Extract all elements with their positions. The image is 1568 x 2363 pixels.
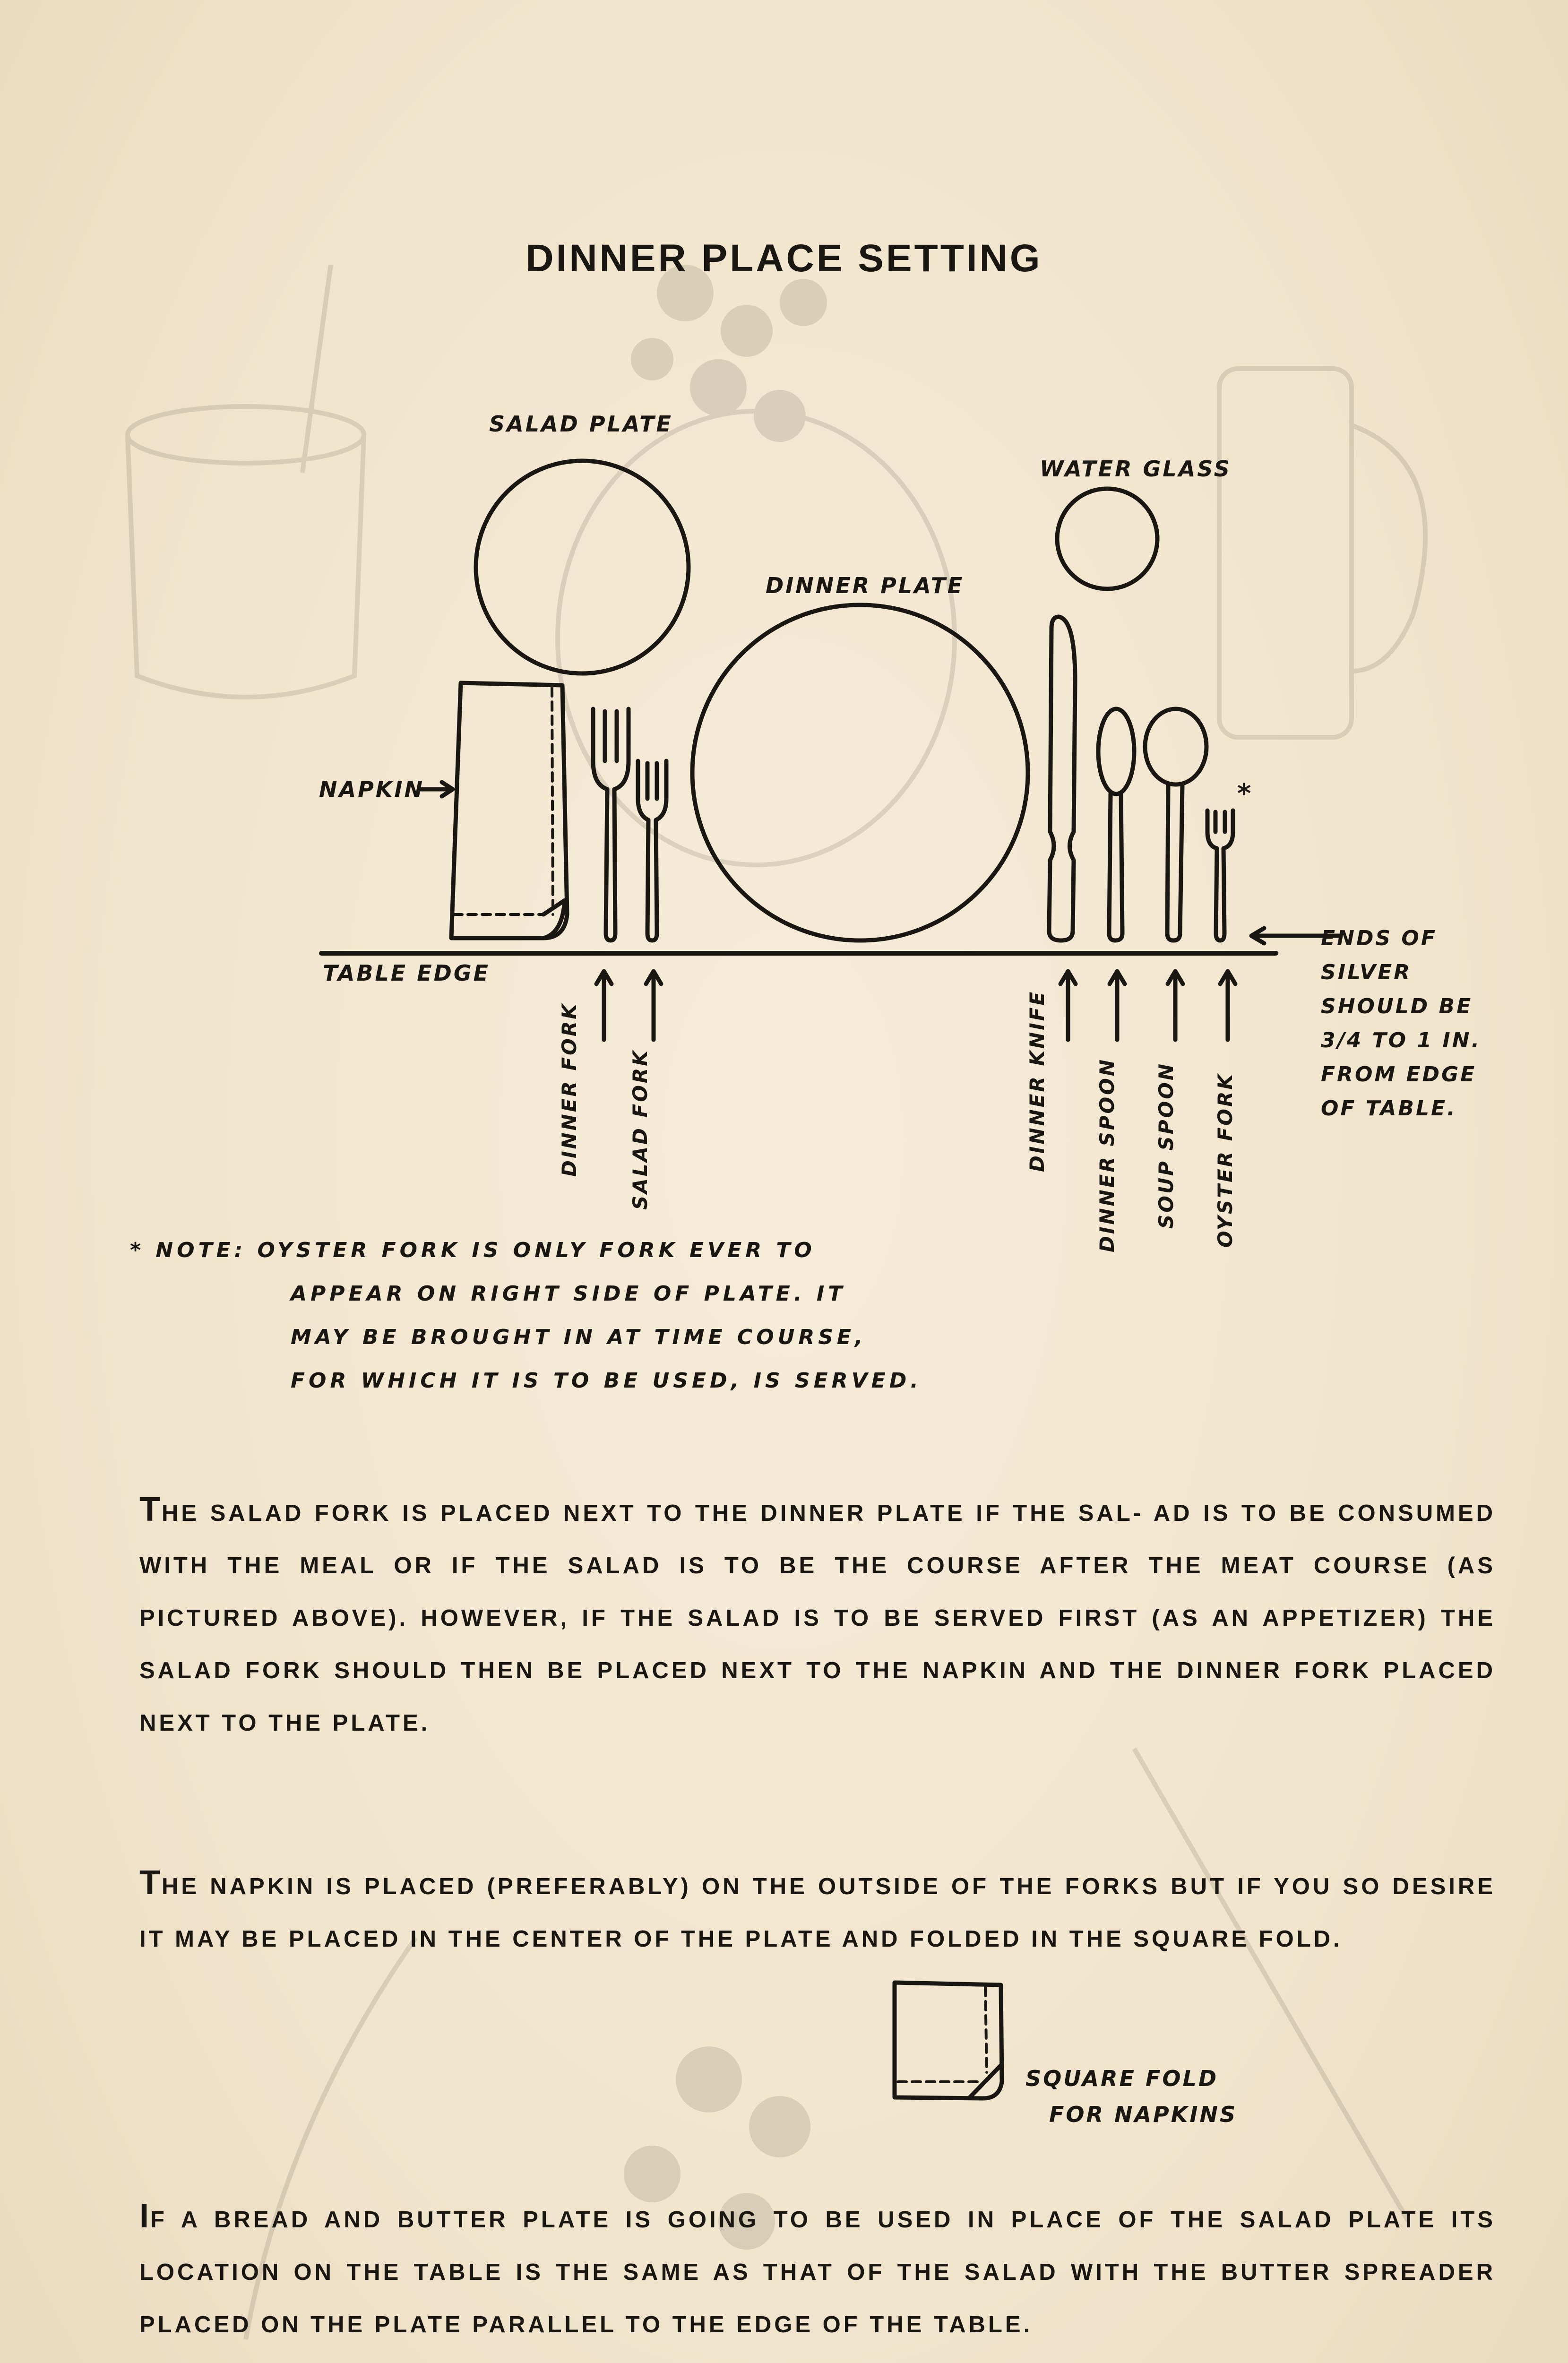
salad-plate-label: SALAD PLATE bbox=[489, 411, 673, 437]
napkin-paragraph: THE NAPKIN IS PLACED (PREFERABLY) ON THE OUTSIDE OF THE FORKS BUT IF YOU SO DESIRE IT MAY BE PLACED IN THE CENTER OF THE PLATE AND FOLDED IN THE SQUARE FOLD. bbox=[139, 1864, 1496, 1952]
silver-distance-note: ENDS OF SILVER SHOULD BE 3/4 TO 1 IN. FROM EDGE OF TABLE. bbox=[1321, 926, 1482, 1121]
water-glass-label: WATER GLASS bbox=[1040, 456, 1232, 482]
square-fold-caption: SQUARE FOLD FOR NAPKINS bbox=[1025, 2066, 1238, 2127]
table-edge-label: TABLE EDGE bbox=[323, 960, 491, 986]
oyster-fork-label: OYSTER FORK bbox=[1214, 1072, 1237, 1248]
dinner-fork-label: DINNER FORK bbox=[558, 1002, 581, 1177]
salad-fork-label: SALAD FORK bbox=[629, 1049, 652, 1210]
dinner-spoon-label: DINNER SPOON bbox=[1095, 1057, 1119, 1252]
oyster-fork-note: * NOTE: OYSTER FORK IS ONLY FORK EVER TO APPEAR ON RIGHT SIDE OF PLATE. IT MAY BE BROUGHT IN AT TIME COURSE, FOR WHICH IT IS TO BE USED, IS SERVED. bbox=[130, 1238, 922, 1393]
oyster-fork-asterisk: * bbox=[1237, 778, 1253, 809]
dinner-plate-label: DINNER PLATE bbox=[766, 573, 965, 598]
napkin-label: NAPKIN bbox=[319, 776, 425, 802]
page-title: DINNER PLACE SETTING bbox=[526, 237, 1042, 280]
soup-spoon-label: SOUP SPOON bbox=[1154, 1061, 1178, 1229]
bread-butter-paragraph: IF A BREAD AND BUTTER PLATE IS GOING TO BE USED IN PLACE OF THE SALAD PLATE ITS LOCATION ON THE TABLE IS THE SAME AS THAT OF THE SALAD WITH THE BUTTER SPREADER PLACED ON THE PLATE PARALLEL TO THE EDGE OF THE TABLE. bbox=[139, 2197, 1496, 2337]
salad-fork-paragraph: THE SALAD FORK IS PLACED NEXT TO THE DINNER PLATE IF THE SAL- AD IS TO BE CONSUMED WITH THE MEAL OR IF THE SALAD IS TO BE THE COURSE AFTER THE MEAT COURSE (AS PICTURED ABOVE). HOWEVER, IF THE SALAD IS TO BE SERVED FIRST (AS AN APPETIZER) THE SALAD FORK SHOULD THEN BE PLACED NEXT TO THE NAPKIN AND THE DINNER FORK PLACED NEXT TO THE PLATE. bbox=[139, 1491, 1496, 1736]
dinner-knife-label: DINNER KNIFE bbox=[1025, 990, 1049, 1172]
